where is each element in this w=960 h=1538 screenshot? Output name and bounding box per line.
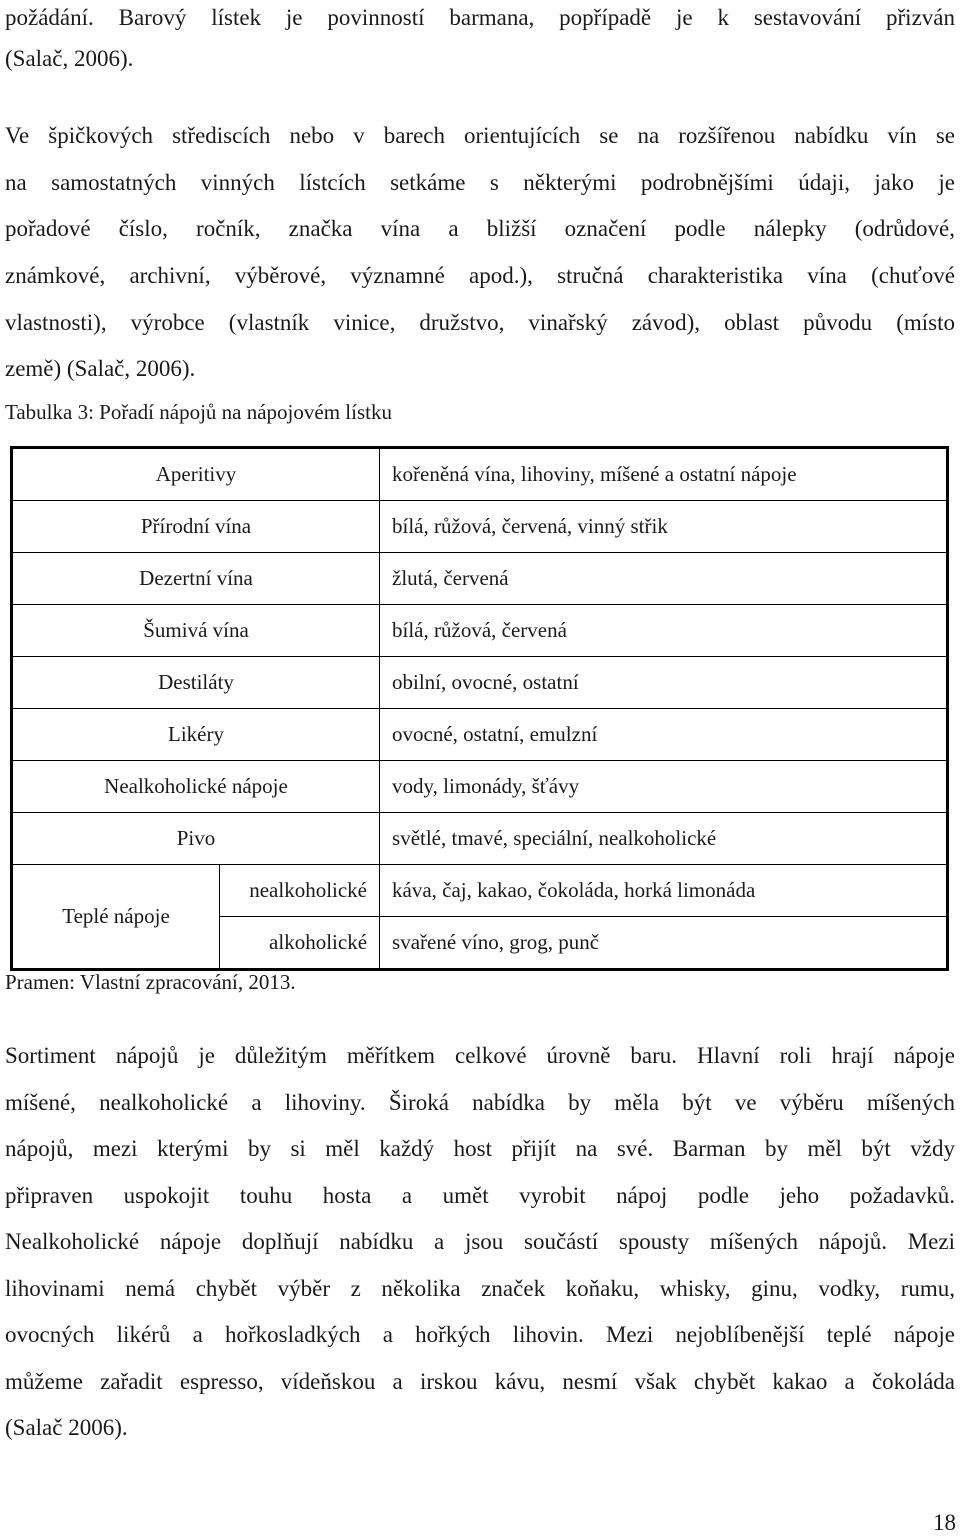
text-line: (Salač, 2006).: [5, 46, 134, 71]
text-line: země) (Salač, 2006).: [5, 356, 196, 381]
text-line: připraven uspokojit touhu hosta a umět vyrobit nápoj podle jeho požadavků.: [5, 1183, 955, 1208]
drink-category: Pivo: [12, 813, 380, 865]
drink-category: Teplé nápoje: [12, 865, 220, 970]
text-line: vlastnosti), výrobce (vlastník vinice, družstvo, vinařský závod), oblast původu (místo: [5, 310, 955, 335]
drink-subcategory: nealkoholické: [220, 865, 380, 917]
text-line: ovocných likérů a hořkosladkých a hořkých lihovin. Mezi nejoblíbenější teplé nápoje: [5, 1322, 955, 1347]
table-row: [12, 553, 948, 605]
drink-description: bílá, růžová, červená: [380, 605, 948, 657]
drink-category: Šumivá vína: [12, 605, 380, 657]
text-line: lihovinami nemá chybět výběr z několika značek koňaku, whisky, ginu, vodky, rumu,: [5, 1276, 955, 1301]
drink-category: Nealkoholické nápoje: [12, 761, 380, 813]
page-number: 18: [933, 1510, 956, 1535]
text-line: míšené, nealkoholické a lihoviny. Široká nabídka by měla být ve výběru míšených: [5, 1090, 955, 1115]
table-row: [12, 501, 948, 553]
table-source: Pramen: Vlastní zpracování, 2013.: [5, 970, 296, 994]
text-line: Sortiment nápojů je důležitým měřítkem celkové úrovně baru. Hlavní roli hrají nápoje: [5, 1043, 955, 1068]
drink-description: žlutá, červená: [380, 553, 948, 605]
table-row: [12, 709, 948, 761]
table-row: [12, 657, 948, 709]
drink-description: káva, čaj, kakao, čokoláda, horká limonáda: [380, 865, 948, 917]
drink-subcategory: alkoholické: [220, 917, 380, 970]
text-line: známkové, archivní, výběrové, významné apod.), stručná charakteristika vína (chuťové: [5, 263, 955, 288]
table-row: [12, 813, 948, 865]
text-line: pořadové číslo, ročník, značka vína a bližší označení podle nálepky (odrůdové,: [5, 216, 955, 241]
text-line: nápojů, mezi kterými by si měl každý host přijít na své. Barman by měl být vždy: [5, 1136, 955, 1161]
drink-description: obilní, ovocné, ostatní: [380, 657, 948, 709]
text-line: Ve špičkových střediscích nebo v barech orientujících se na rozšířenou nabídku vín se: [5, 123, 955, 148]
table-row: [12, 605, 948, 657]
text-line: Nealkoholické nápoje doplňují nabídku a jsou součástí spousty míšených nápojů. Mezi: [5, 1229, 955, 1254]
text-line: požádání. Barový lístek je povinností barmana, popřípadě je k sestavování přizván: [5, 5, 955, 30]
table-caption: Tabulka 3: Pořadí nápojů na nápojovém lístku: [5, 400, 392, 424]
table-row: [12, 865, 948, 917]
drinks-order-table: [10, 446, 949, 971]
drink-description: kořeněná vína, lihoviny, míšené a ostatní nápoje: [380, 448, 948, 501]
text-line: můžeme zařadit espresso, vídeňskou a irskou kávu, nesmí však chybět kakao a čokoláda: [5, 1369, 955, 1394]
drink-category: Likéry: [12, 709, 380, 761]
table-row: [12, 761, 948, 813]
drink-description: světlé, tmavé, speciální, nealkoholické: [380, 813, 948, 865]
drink-category: Destiláty: [12, 657, 380, 709]
table-row: [12, 448, 948, 501]
drink-description: svařené víno, grog, punč: [380, 917, 948, 970]
drink-category: Přírodní vína: [12, 501, 380, 553]
drink-category: Dezertní vína: [12, 553, 380, 605]
drink-description: ovocné, ostatní, emulzní: [380, 709, 948, 761]
text-line: na samostatných vinných lístcích setkáme s některými podrobnějšími údaji, jako je: [5, 170, 955, 195]
drink-description: vody, limonády, šťávy: [380, 761, 948, 813]
text-line: (Salač 2006).: [5, 1415, 128, 1440]
drink-description: bílá, růžová, červená, vinný střik: [380, 501, 948, 553]
drink-category: Aperitivy: [12, 448, 380, 501]
